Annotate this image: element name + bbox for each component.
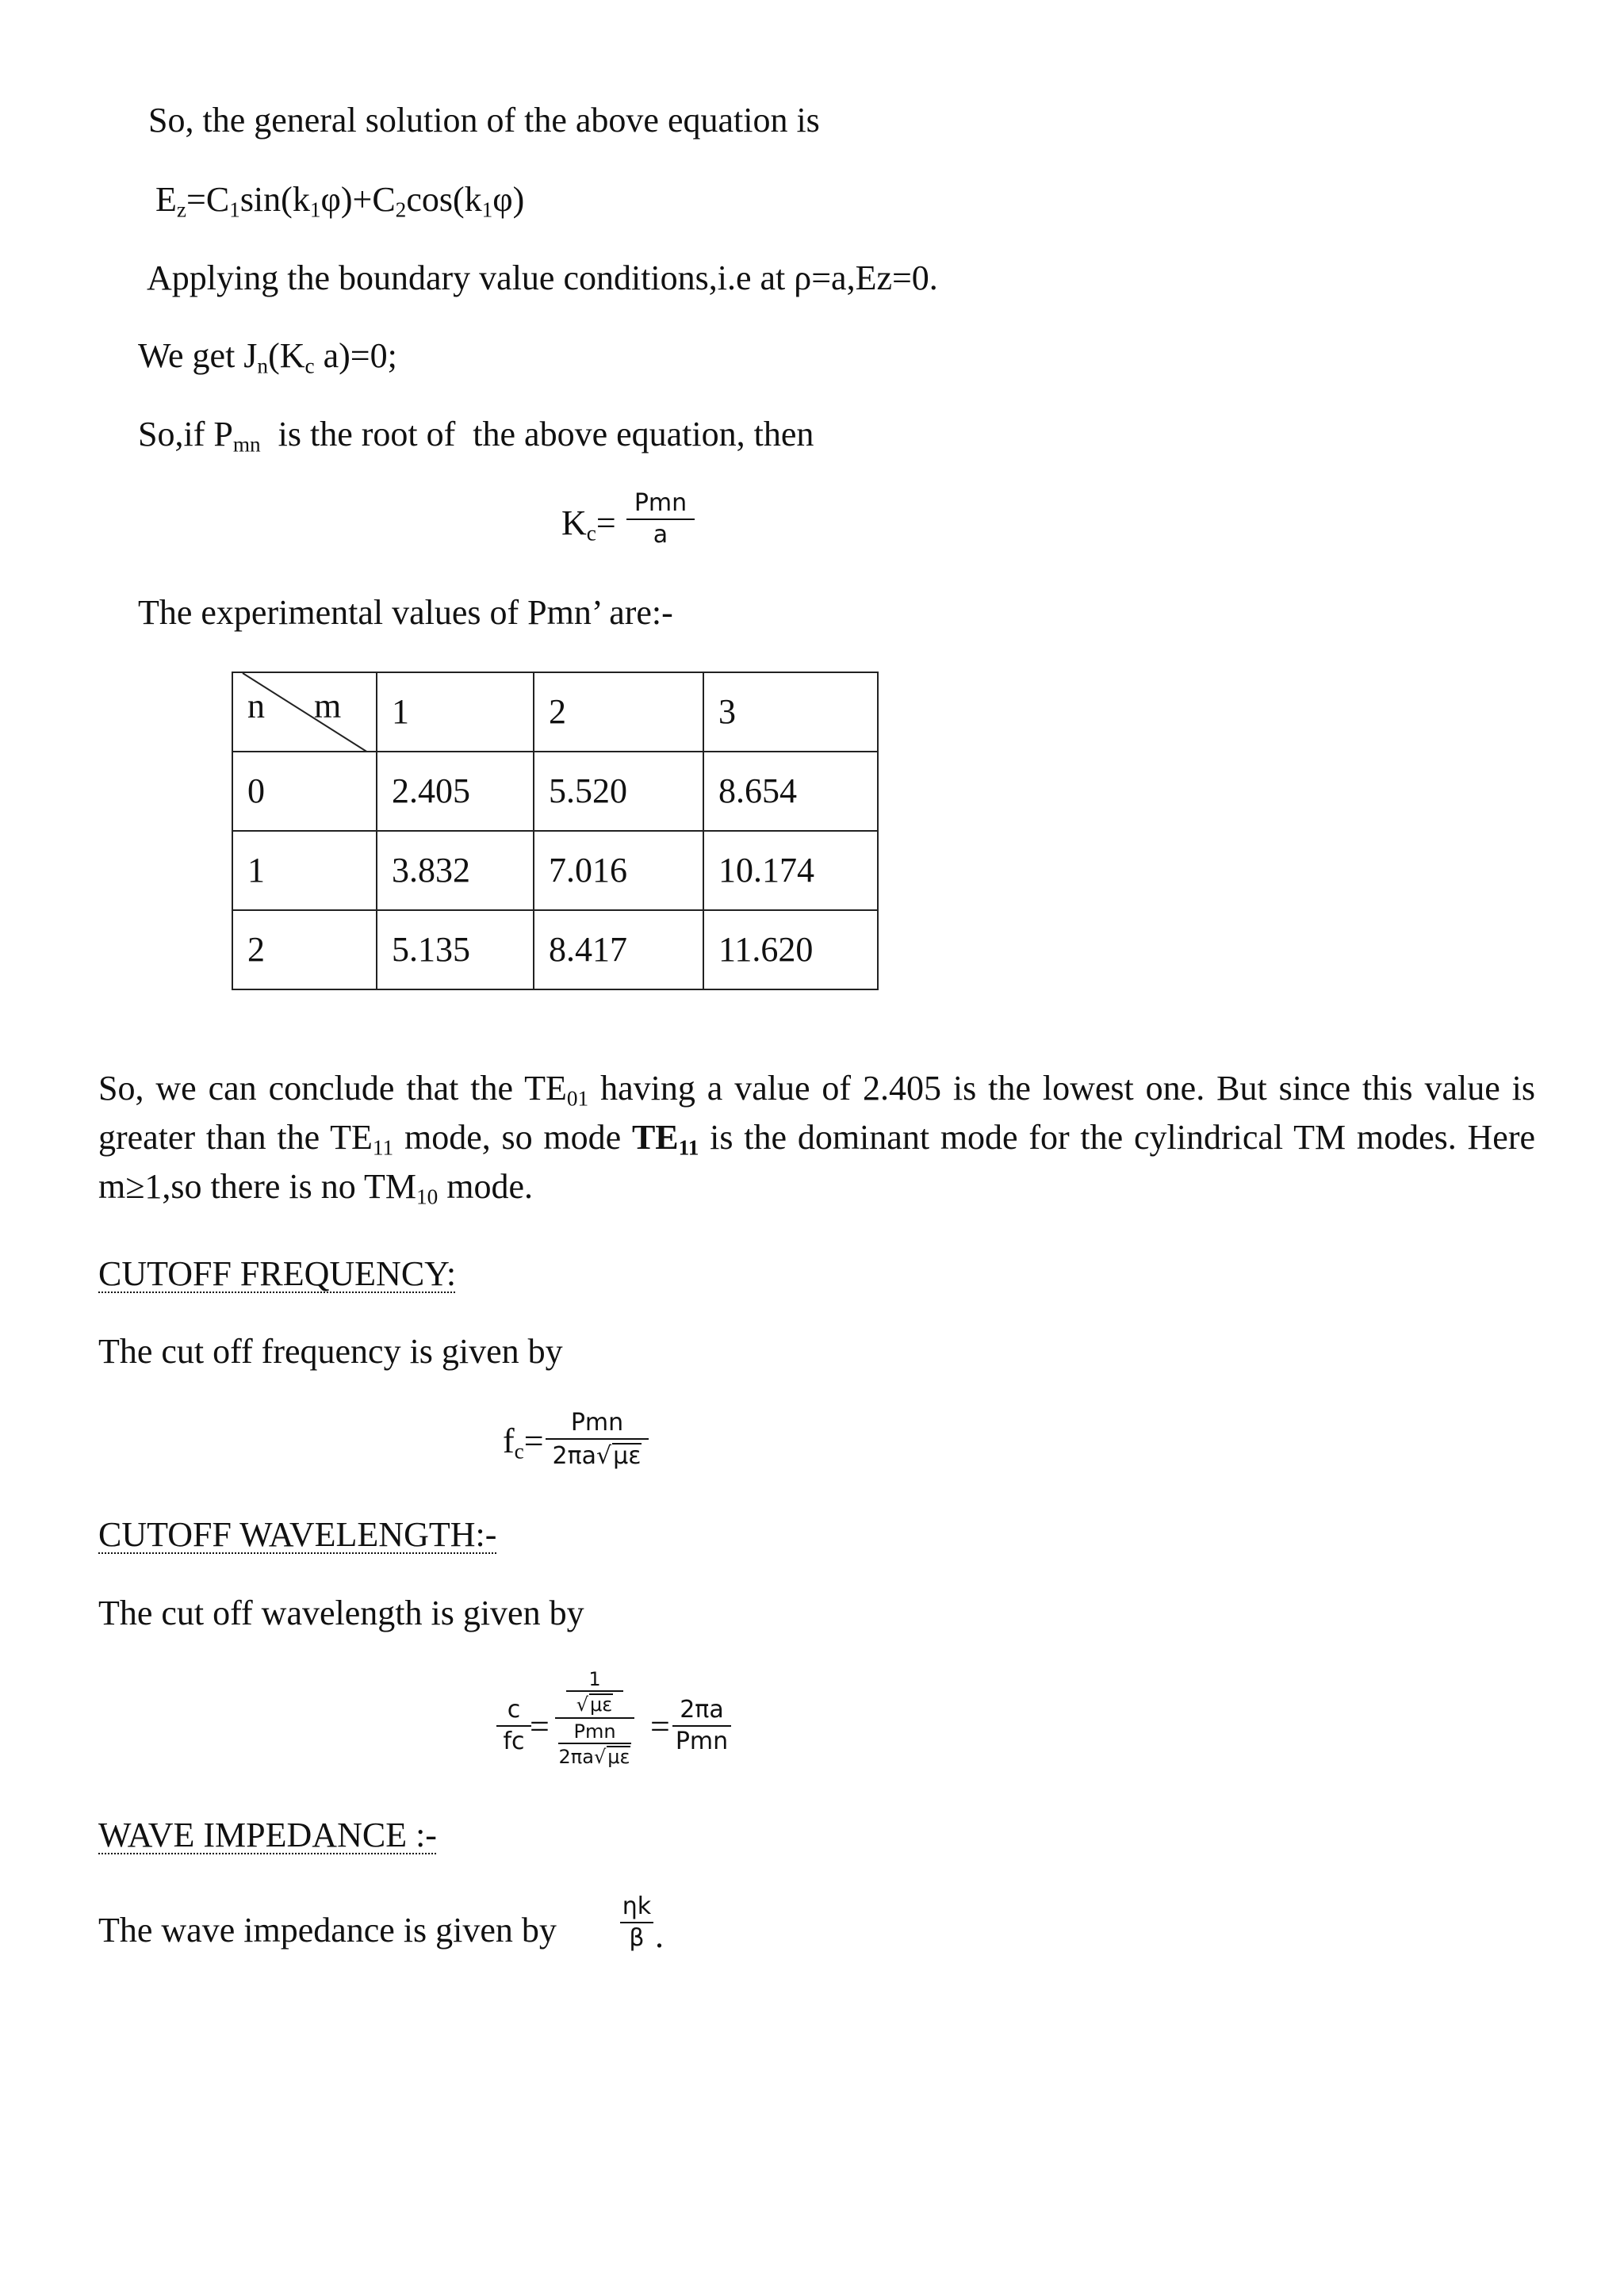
table-cell: 10.174 (703, 831, 878, 910)
fc-denominator: 2πa√με (552, 1442, 642, 1470)
table-header-cell: 3 (703, 672, 878, 752)
lambda-f1-bar (496, 1725, 531, 1727)
eq-ez-e: E (155, 180, 177, 219)
conclusion-sub-11-bold: 11 (678, 1135, 699, 1160)
table-row-label: 0 (232, 752, 377, 831)
lambda-inner-den-radicand: με (607, 1746, 630, 1768)
fc-f: f (503, 1422, 515, 1460)
bessel-text-b: (K (268, 336, 305, 375)
conclusion-text-2: having a value of 2.405 is the lowest one. But since this value is greater than the TE (98, 1069, 1535, 1157)
root-line (138, 415, 814, 457)
eq-ez-sub-k1b: 1 (481, 197, 493, 222)
table-cell: 2.405 (377, 752, 534, 831)
pmn-table (232, 672, 879, 990)
lambda-c-over-fc (496, 1698, 531, 1754)
table-row (232, 752, 878, 831)
root-text-a: So,if P (138, 415, 233, 453)
lambda-inner-num-bar (566, 1690, 623, 1692)
table-cell: 7.016 (534, 831, 703, 910)
kc-sub-c: c (586, 521, 596, 545)
eq-ez-sub-1: 1 (229, 197, 240, 222)
lambda-inner-num (555, 1670, 634, 1714)
conclusion-text-5: mode. (438, 1167, 534, 1206)
lambda-f1-numerator: c (507, 1696, 521, 1724)
lambda-f3-bar (672, 1725, 731, 1727)
lambda-compound-fraction (555, 1670, 634, 1766)
kc-k: K (561, 503, 587, 542)
table-row (232, 910, 878, 989)
eq-ez-end: φ) (492, 180, 525, 219)
eq-ez-cos: cos(k (406, 180, 482, 219)
conclusion-sub-10: 10 (416, 1184, 439, 1209)
wi-bar (620, 1922, 653, 1923)
lambda-main-bar (555, 1717, 634, 1719)
conclusion-dominant-mode: TE (631, 1118, 679, 1157)
fc-lhs (503, 1422, 544, 1464)
table-corner-cell (232, 672, 377, 752)
bessel-text-a: We get J (138, 336, 258, 375)
kc-numerator: Pmn (634, 489, 688, 517)
wi-numerator: ηk (622, 1892, 652, 1920)
table-cell: 3.832 (377, 831, 534, 910)
conclusion-paragraph (98, 1064, 1535, 1211)
table-cell: 8.654 (703, 752, 878, 831)
kc-lhs (561, 503, 616, 545)
table-row-label: 2 (232, 910, 377, 989)
lambda-inner-den-bar (558, 1743, 631, 1744)
corner-m-label: m (314, 687, 342, 725)
lambda-f3-denominator: Pmn (675, 1728, 729, 1755)
eq-ez-sub-k1: 1 (309, 197, 321, 222)
fc-den-radicand: με (613, 1442, 642, 1470)
lambda-inner-den-prefix: 2πa (558, 1746, 594, 1768)
intro-line-general-solution: So, the general solution of the above equation is (148, 101, 820, 140)
conclusion-text-1: So, we can conclude that the TE (98, 1069, 567, 1108)
conclusion-sub-11: 11 (372, 1135, 394, 1160)
kc-denominator: a (653, 521, 668, 549)
root-sub-mn: mn (232, 432, 261, 457)
table-cell: 11.620 (703, 910, 878, 989)
kc-fraction (626, 489, 695, 549)
corner-n-label: n (247, 687, 265, 725)
lambda-inner-den (555, 1722, 634, 1766)
eq-ez-c1: =C (186, 180, 230, 219)
eq-ez-sub-z: z (176, 197, 186, 222)
eq-ez-sin: sin(k (239, 180, 310, 219)
wi-denominator: β (629, 1924, 645, 1952)
table-intro: The experimental values of Pmn’ are:- (138, 593, 673, 632)
lambda-inner-den-expr: 2πa√με (558, 1746, 630, 1768)
lambda-f1-denominator: fc (503, 1728, 525, 1755)
lambda-eq2: = (650, 1707, 670, 1746)
bessel-condition-line (138, 336, 397, 378)
lambda-inner-num-root: √με (576, 1693, 613, 1716)
lambda-eq1: = (530, 1707, 550, 1746)
table-cell: 5.135 (377, 910, 534, 989)
bessel-text-c: a)=0; (314, 336, 397, 375)
kc-eq: = (596, 503, 616, 542)
wave-impedance-text: The wave impedance is given by (98, 1911, 557, 1950)
fc-eq: = (523, 1422, 544, 1460)
conclusion-sub-01: 01 (566, 1086, 589, 1111)
fc-sub-c: c (514, 1439, 524, 1464)
lambda-f3-numerator: 2πa (680, 1696, 724, 1724)
cutoff-wavelength-text: The cut off wavelength is given by (98, 1594, 584, 1632)
boundary-conditions-line: Applying the boundary value conditions,i.e at ρ=a,Ez=0. (147, 258, 938, 297)
fc-fraction-bar (546, 1438, 649, 1440)
conclusion-text-4: is the dominant mode for the cylindrical TM modes. Here m≥1,so there is no TM (98, 1118, 1535, 1206)
equation-ez (155, 180, 525, 222)
conclusion-text-3: mode, so mode (393, 1118, 632, 1157)
cutoff-frequency-heading: CUTOFF FREQUENCY: (98, 1254, 457, 1293)
lambda-inner-num-radicand: με (590, 1693, 613, 1716)
fc-numerator: Pmn (570, 1409, 624, 1437)
table-row-label: 1 (232, 831, 377, 910)
table-cell: 5.520 (534, 752, 703, 831)
fc-fraction (546, 1411, 649, 1468)
wave-impedance-heading: WAVE IMPEDANCE :- (98, 1816, 437, 1854)
fc-den-prefix: 2πa (552, 1442, 597, 1470)
eq-ez-c2: φ)+C (320, 180, 396, 219)
kc-fraction-bar (626, 519, 695, 520)
table-header-cell: 2 (534, 672, 703, 752)
root-text-b: is the root of the above equation, then (260, 415, 814, 453)
bessel-sub-n: n (257, 354, 269, 378)
table-header-row (232, 672, 878, 752)
cutoff-wavelength-heading: CUTOFF WAVELENGTH:- (98, 1515, 497, 1554)
table-row (232, 831, 878, 910)
lambda-final-fraction (672, 1698, 731, 1754)
lambda-inner-den-pmn: Pmn (573, 1720, 616, 1743)
wave-impedance-fraction (620, 1892, 653, 1952)
wi-period: . (655, 1916, 664, 1955)
lambda-inner-num-1: 1 (588, 1668, 601, 1690)
bessel-sub-c: c (304, 354, 315, 378)
table-cell: 8.417 (534, 910, 703, 989)
cutoff-frequency-text: The cut off frequency is given by (98, 1332, 563, 1371)
table-header-cell: 1 (377, 672, 534, 752)
eq-ez-sub-2: 2 (395, 197, 407, 222)
